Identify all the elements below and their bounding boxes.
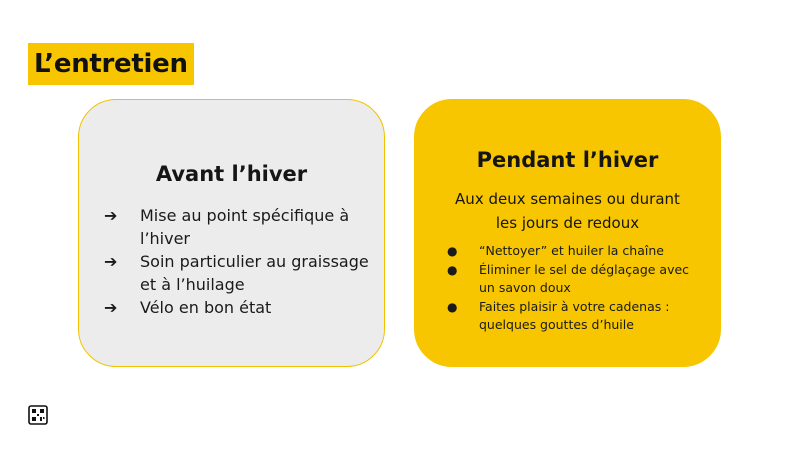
list-item [104,204,374,250]
arrow-right-icon: ➔ [104,206,118,225]
list-item [443,261,708,298]
card-subtitle [415,187,720,235]
card-before-winter [78,99,385,367]
dot-icon: ● [447,262,458,277]
card-during-winter [414,99,721,367]
arrow-right-icon: ➔ [104,298,118,317]
list-item [104,250,374,296]
list-item-text: “Nettoyer” et huiler la chaîne [479,243,664,258]
subtitle-line: les jours de redoux [495,214,640,232]
card-heading-during-winter: Pendant l’hiver [476,148,659,172]
list-item [443,242,708,261]
brand-logo-icon [28,405,48,425]
list-item [443,298,708,335]
list-item [104,296,374,319]
list-item-text: Soin particulier au graissage et à l’huilage [140,252,369,294]
before-winter-list [104,204,374,319]
list-item-text: Mise au point spécifique à l’hiver [140,206,350,248]
arrow-right-icon: ➔ [104,252,118,271]
dot-icon: ● [447,299,458,314]
during-winter-list [443,242,708,335]
subtitle-line: Aux deux semaines ou durant [455,190,680,208]
list-item-text: Éliminer le sel de déglaçage avec un savon doux [479,261,690,295]
list-item-text: Faites plaisir à votre cadenas : quelques gouttes d’huile [479,298,670,332]
card-heading-before-winter: Avant l’hiver [155,162,308,186]
page-title: L’entretien [34,49,188,79]
list-item-text: Vélo en bon état [140,298,272,317]
dot-icon: ● [447,244,458,258]
title-highlight [28,43,194,85]
